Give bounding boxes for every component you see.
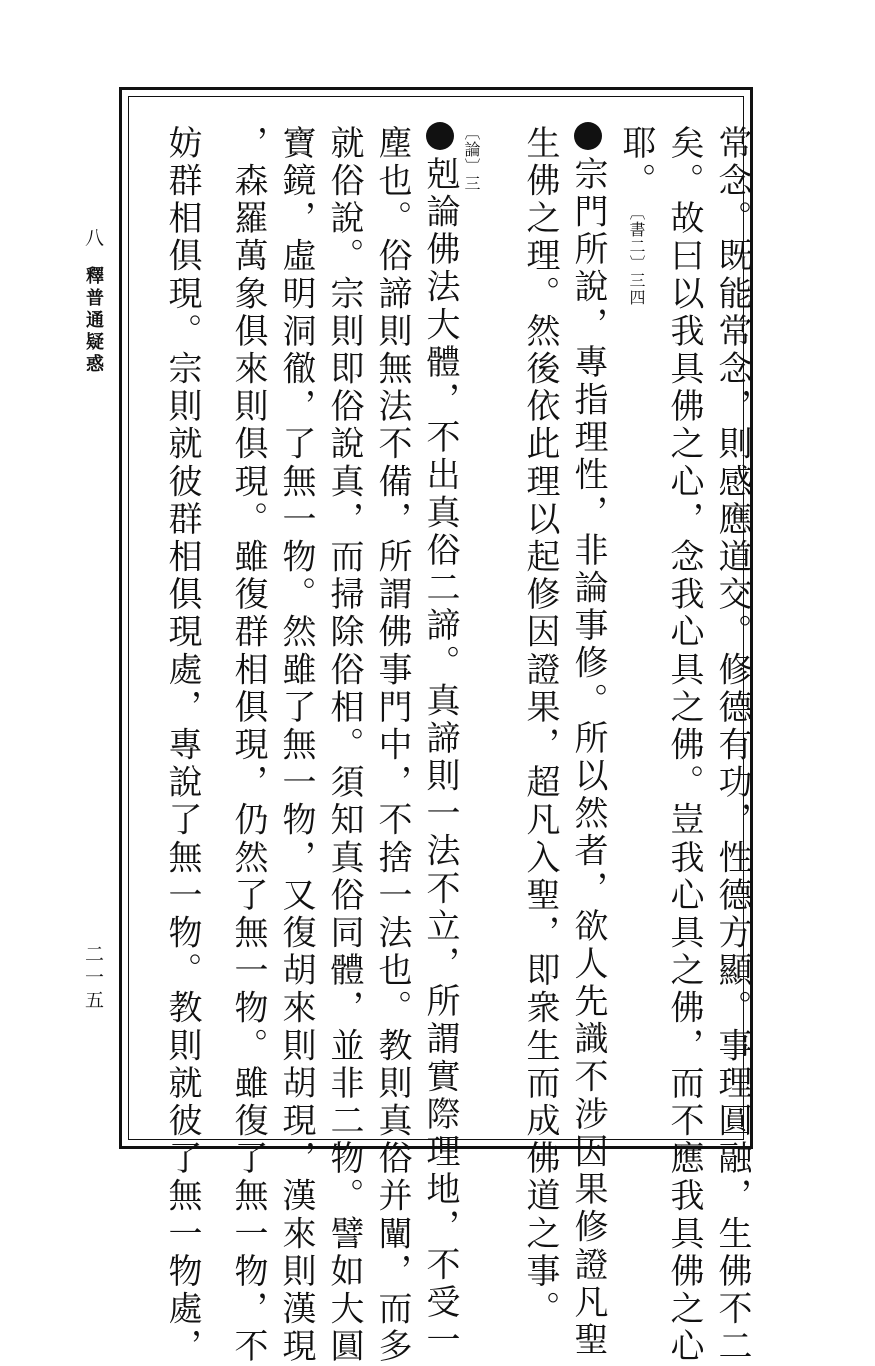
chapter-number: 八 [82, 228, 104, 249]
page-number: 二一五 [82, 944, 104, 1013]
text-column-4 [566, 118, 610, 1359]
bullet-marker [574, 122, 602, 150]
text-column-10: 寶鏡，虛明洞徹，了無一物。然雖了無一物，又復胡來則胡現，漢來則漢現 [276, 125, 316, 1366]
text-column-7 [418, 118, 462, 1359]
bullet-marker [426, 122, 454, 150]
text-column-8: 塵也。俗諦則無法不備，所謂佛事門中，不捨一法也。教則真俗并闡，而多 [372, 125, 412, 1366]
text-column-11: ，森羅萬象俱來則俱現。雖復群相俱現，仍然了無一物。雖復了無一物，不 [228, 125, 268, 1366]
text-column-7-text: 剋論佛法大體，不出真俗二諦。真諦則一法不立，所謂實際理地，不受一 [420, 156, 460, 1360]
text-column-2: 矣。故曰以我具佛之心，念我心具之佛。豈我心具之佛，而不應我具佛之心 [664, 125, 704, 1366]
text-column-4-text: 宗門所說，專指理性，非論事修。所以然者，欲人先識不涉因果修證凡聖 [568, 156, 608, 1360]
citation-note-discourse: 〔論〕三 [462, 124, 481, 192]
text-column-12: 妨群相俱現。宗則就彼群相俱現處，專說了無一物。教則就彼了無一物處， [162, 125, 202, 1366]
text-column-5: 生佛之理。然後依此理以起修因證果，超凡入聖，即衆生而成佛道之事。 [520, 125, 560, 1329]
text-column-3 [614, 125, 658, 306]
text-column-3-text: 耶。 [616, 125, 656, 201]
text-column-9: 就俗說。宗則即俗說真，而掃除俗相。須知真俗同體，並非二物。譬如大圓 [324, 125, 364, 1366]
citation-note-letters: 〔書二〕三四 [627, 204, 646, 307]
text-column-1: 常念。既能常念，則感應道交。修德有功，性德方顯。事理圓融，生佛不二 [712, 125, 752, 1366]
book-title: 釋普通疑惑 [83, 266, 104, 376]
